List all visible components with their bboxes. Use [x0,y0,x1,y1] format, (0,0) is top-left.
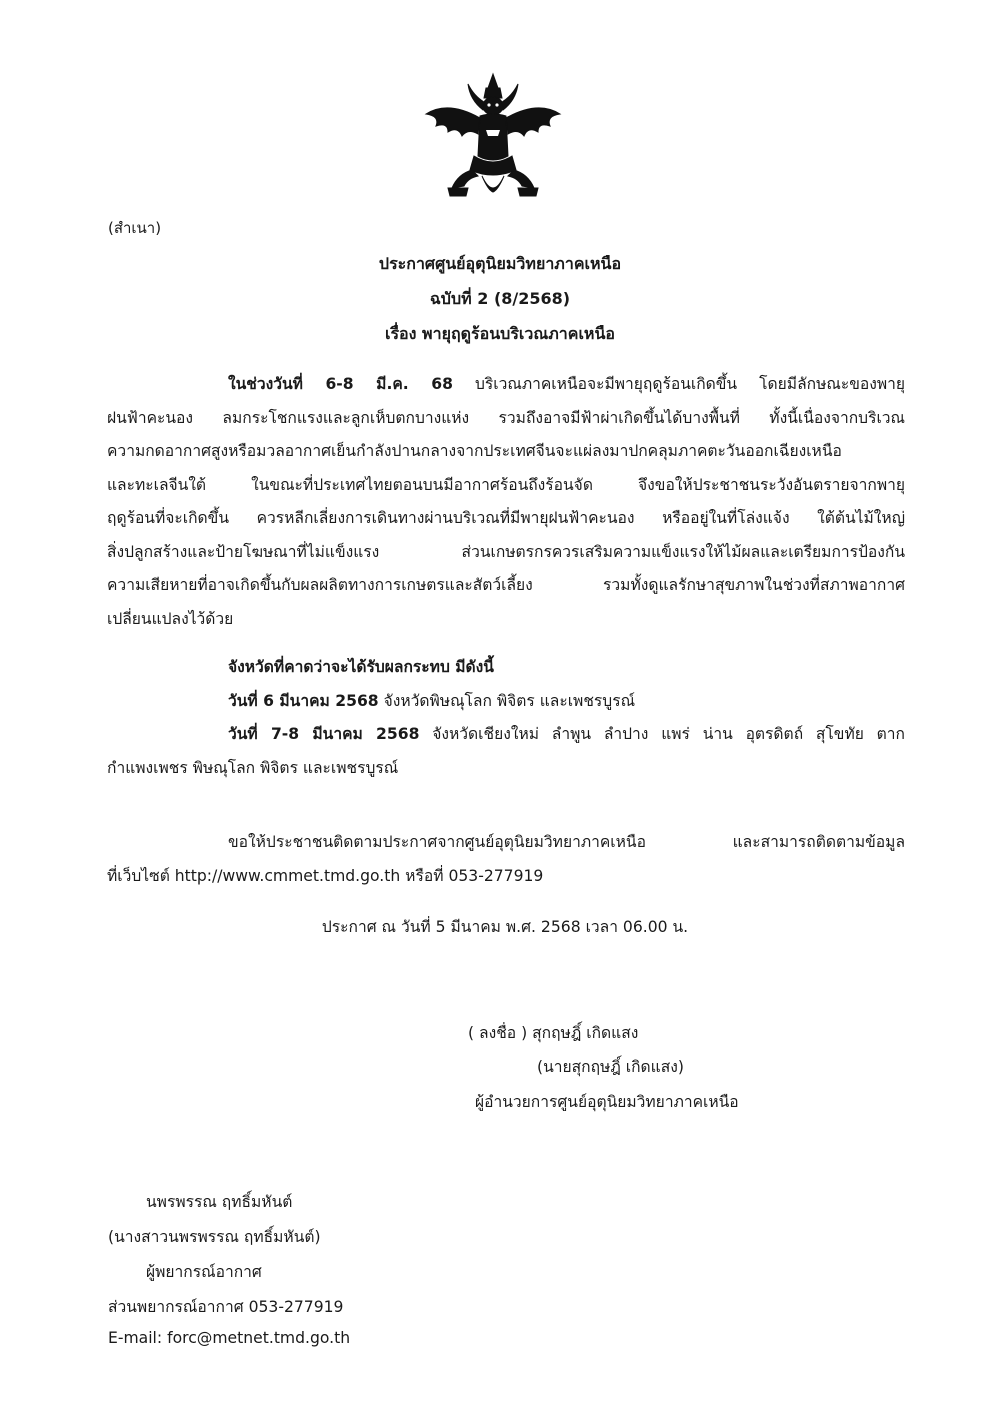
forecaster-name: (นางสาวนพรพรรณ ฤทธิ์มหันต์) [108,1228,321,1246]
paragraph-line: ฤดูร้อนที่จะเกิดขึ้น ควรหลีกเลี่ยงการเดินทางผ่านบริเวณที่มีพายุฝนฟ้าคะนอง หรืออยู่ในที่โล่งแจ้ง ใต้ต้นไม้ใหญ่ [107,509,905,527]
paragraph-line: ความกดอากาศสูงหรือมวลอากาศเย็นกำลังปานกลางจากประเทศจีนจะแผ่ลงมาปกคลุมภาคตะวันออกเฉียงเหนือ [107,442,842,460]
notice-line: ที่เว็บไซต์ http://www.cmmet.tmd.go.th หรือที่ 053-277919 [107,866,544,885]
affected-provinces [107,651,905,785]
contact-email: E-mail: forc@metnet.tmd.go.th [108,1329,351,1347]
director-name: (นายสุกฤษฎิ์ เกิดแสง) [537,1058,684,1076]
announcement-subject: เรื่อง พายุฤดูร้อนบริเวณภาคเหนือ [384,324,616,343]
day2-provinces-cont: กำแพงเพชร พิษณุโลก พิจิตร และเพชรบูรณ์ [107,758,399,777]
paragraph-line: ในช่วงวันที่ 6-8 มี.ค. 68 บริเวณภาคเหนือจะมีพายุฤดูร้อนเกิดขึ้น โดยมีลักษณะของพายุ [228,375,906,393]
notice-line: ขอให้ประชาชนติดตามประกาศจากศูนย์อุตุนิยมวิทยาภาคเหนือ และสามารถติดตามข้อมูล [228,833,905,851]
announce-date: ประกาศ ณ วันที่ 5 มีนาคม พ.ศ. 2568 เวลา 06.00 น. [321,918,689,936]
day1-provinces: วันที่ 6 มีนาคม 2568 จังหวัดพิษณุโลก พิจิตร และเพชรบูรณ์ [228,691,636,710]
forecaster-signature: นพรพรรณ ฤทธิ์มหันต์ [146,1193,293,1211]
announcement-title: ประกาศศูนย์อุตุนิยมวิทยาภาคเหนือ [378,254,622,273]
paragraph-line: สิ่งปลูกสร้างและป้ายโฆษณาที่ไม่แข็งแรง ส่วนเกษตรกรควรเสริมความแข็งแรงให้ไม้ผลและเตรียมการป้องกัน [107,542,905,561]
forecast-unit-phone: ส่วนพยากรณ์อากาศ 053-277919 [108,1298,344,1316]
lead-date: ในช่วงวันที่ 6-8 มี.ค. 68 [228,375,453,393]
paragraph-line: เปลี่ยนแปลงไว้ด้วย [107,609,234,628]
paragraph-line: และทะเลจีนใต้ ในขณะที่ประเทศไทยตอนบนมีอากาศร้อนถึงร้อนจัด จึงขอให้ประชาชนระวังอันตรายจากพายุ [107,475,905,494]
main-paragraph [107,368,905,636]
announcement-issue: ฉบับที่ 2 (8/2568) [429,289,571,308]
paragraph-line: ฝนฟ้าคะนอง ลมกระโชกแรงและลูกเห็บตกบางแห่ง รวมถึงอาจมีฟ้าผ่าเกิดขึ้นได้บางพื้นที่ ทั้งนี้เนื่องจากบริเวณ [107,408,905,427]
director-position: ผู้อำนวยการศูนย์อุตุนิยมวิทยาภาคเหนือ [475,1093,739,1111]
director-signature: ( ลงชื่อ ) สุกฤษฎิ์ เกิดแสง [468,1024,639,1042]
day2-provinces: วันที่ 7-8 มีนาคม 2568 จังหวัดเชียงใหม่ ลำพูน ลำปาง แพร่ น่าน อุตรดิตถ์ สุโขทัย ตาก [228,725,906,743]
garuda-emblem-icon [418,70,568,210]
follow-notice [107,826,905,893]
copy-mark: (สำเนา) [108,219,162,237]
forecaster-role: ผู้พยากรณ์อากาศ [146,1263,262,1281]
provinces-heading: จังหวัดที่คาดว่าจะได้รับผลกระทบ มีดังนี้ [228,658,494,676]
paragraph-line: ความเสียหายที่อาจเกิดขึ้นกับผลผลิตทางการเกษตรและสัตว์เลี้ยง รวมทั้งดูแลรักษาสุขภาพในช่วงที่สภาพอากาศ [107,576,905,594]
